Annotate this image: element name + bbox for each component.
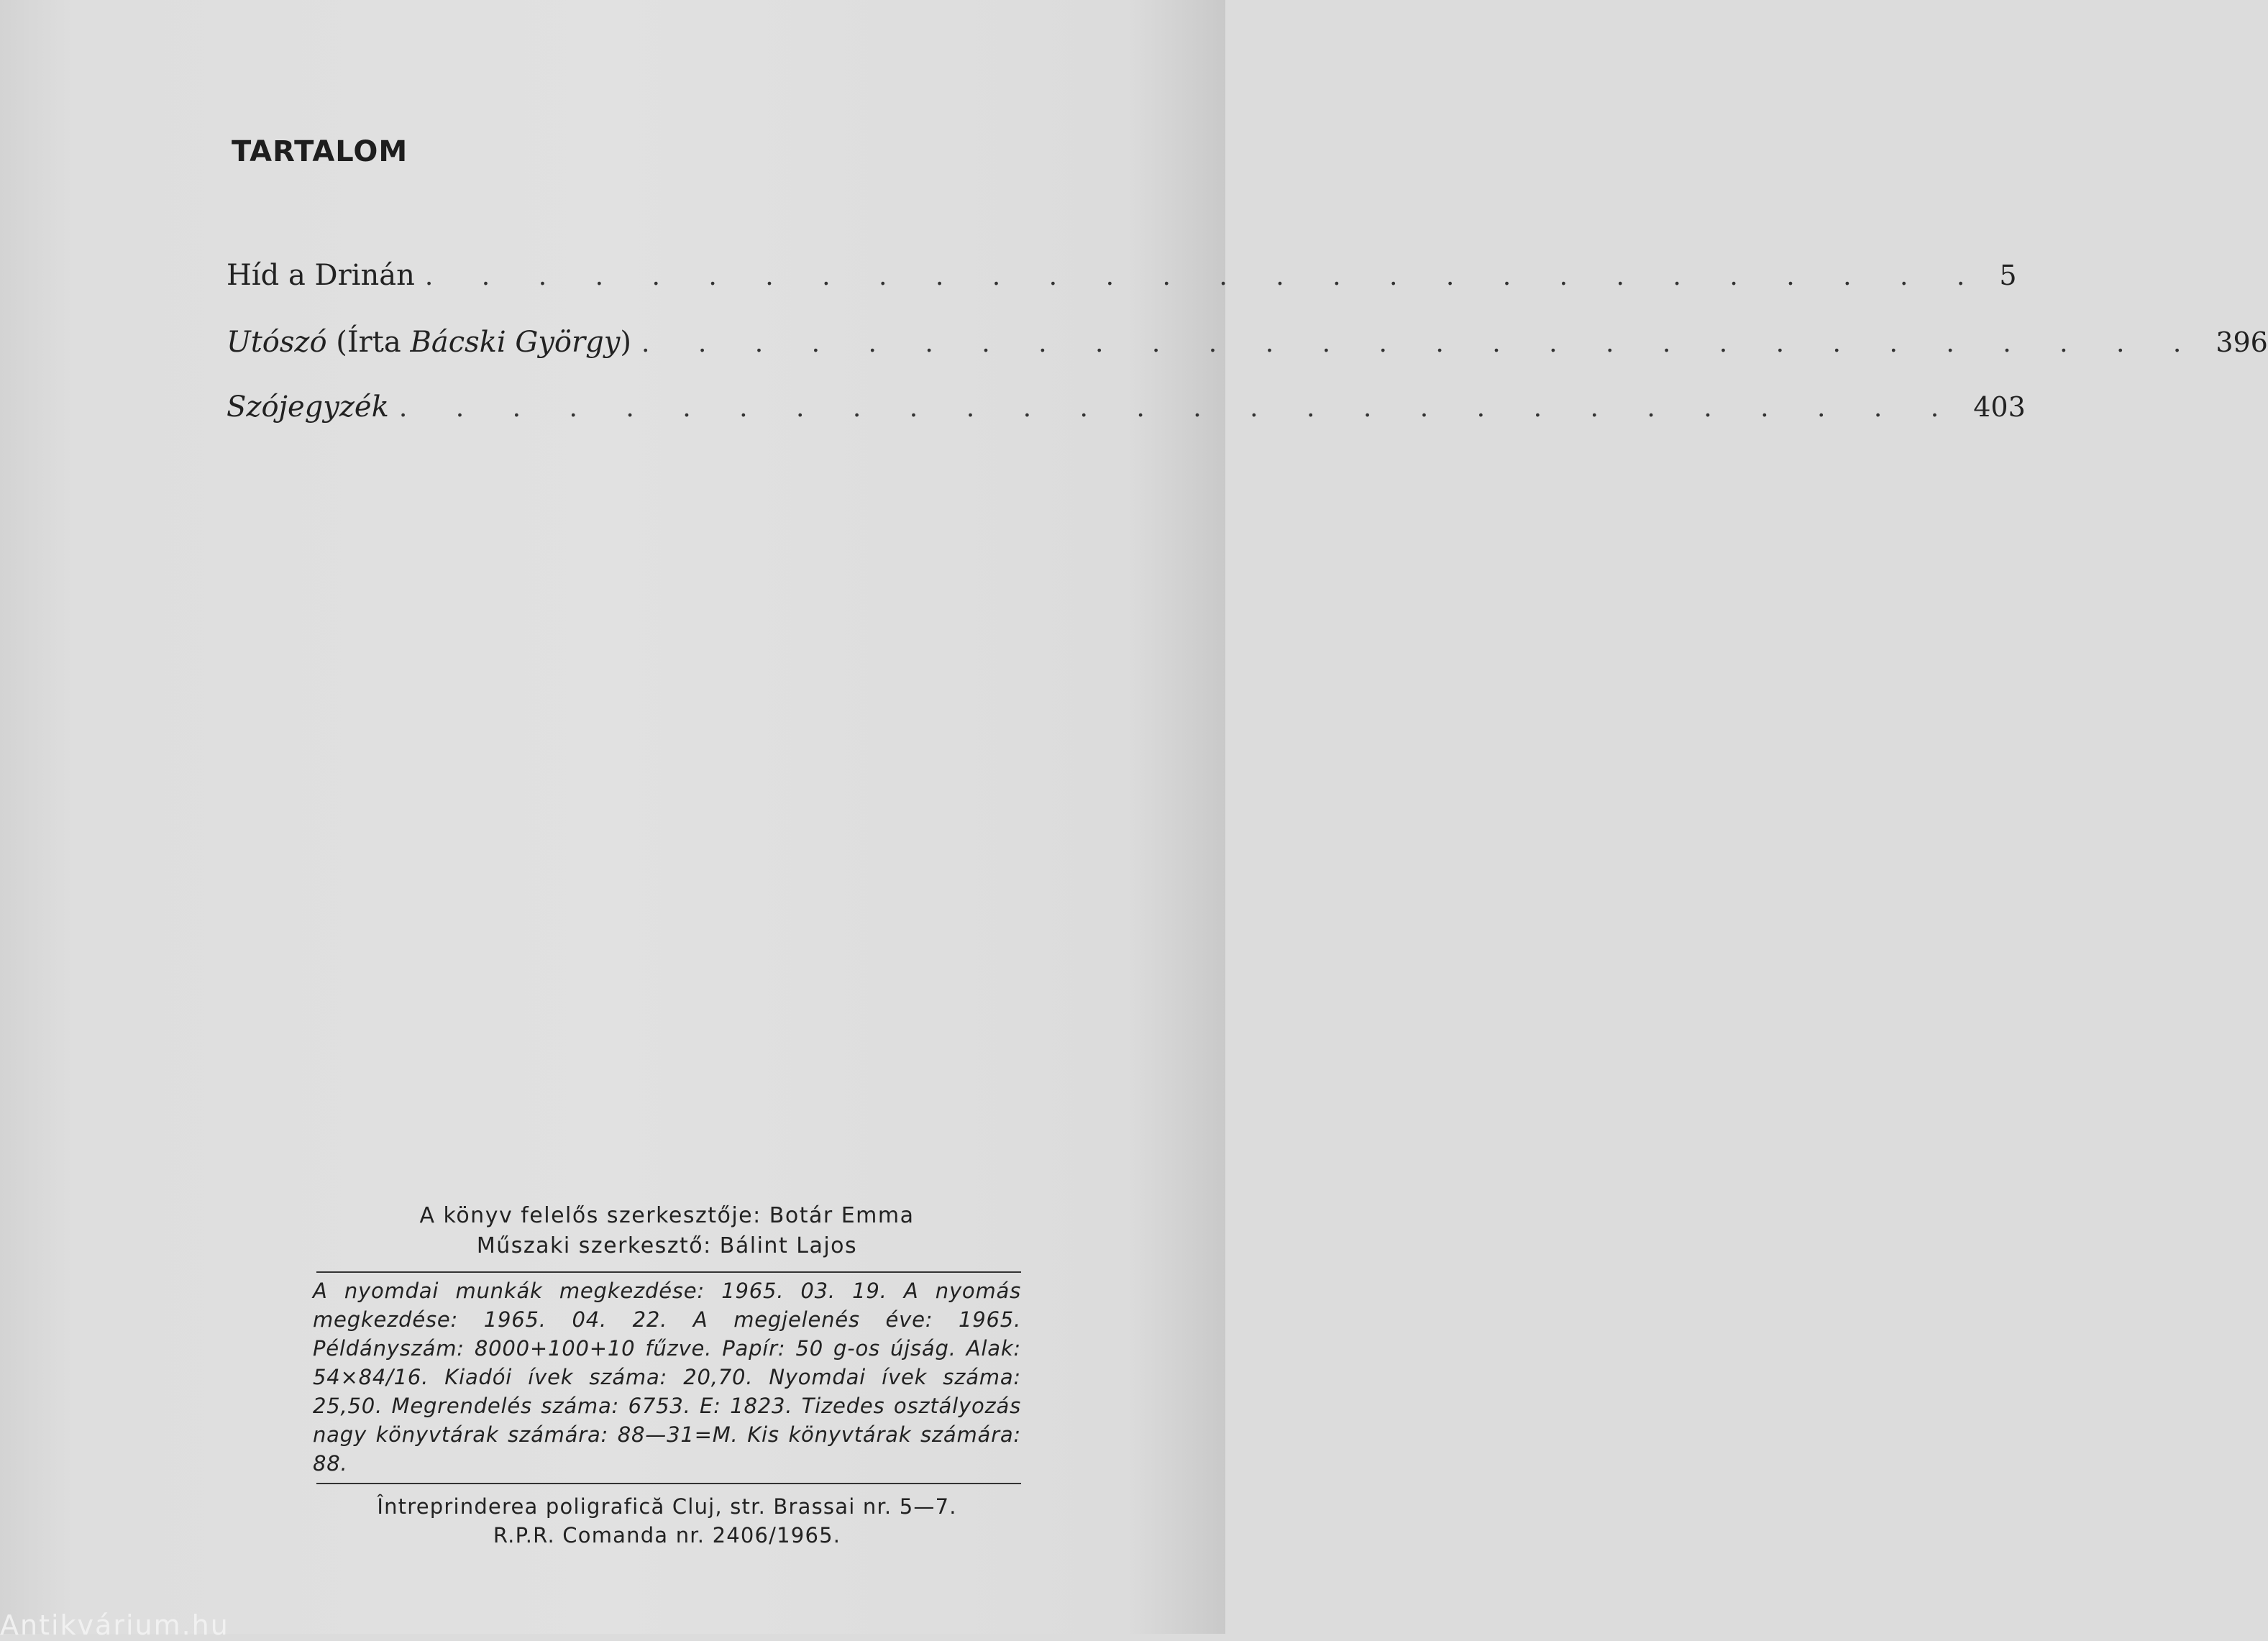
toc-entry-utoszo: [227, 326, 2268, 369]
order-line: R.P.R. Comanda nr. 2406/1965.: [493, 1523, 841, 1548]
toc-entry-page: 396: [2216, 326, 2268, 358]
toc-leader-dots: . . . . . . . . . . . . . . . . . . . . . . . . . . . .: [641, 329, 2202, 358]
toc-entry-author: Bácski György: [410, 326, 621, 359]
toc-leader-dots: . . . . . . . . . . . . . . . . . . . . . . . . . . . .: [424, 262, 1985, 291]
toc-entry-label-part: ): [620, 326, 631, 359]
toc-entry-hid-a-drinan: [227, 259, 2017, 302]
toc-title: TARTALOM: [232, 135, 408, 168]
printer-line: Întreprinderea poligrafică Cluj, str. Brassai nr. 5—7.: [377, 1494, 957, 1519]
toc-entry-label-part: Szójegyzék: [227, 390, 389, 424]
responsible-editor: A könyv felelős szerkesztője: Botár Emma: [419, 1203, 915, 1228]
divider-rule: [316, 1271, 1021, 1273]
toc-entry-szojegyzek: [227, 390, 2026, 434]
imprint-block: A nyomdai munkák megkezdése: 1965. 03. 19. A nyomás megkezdése: 1965. 04. 22. A megjelenés éve: 1965. Példányszám: 8000+100+10 fűzve. Papír: 50 g-os újság. Alak: 54×84/16. Kiadói ívek száma: 20,70. Nyomdai ívek száma: 25,50. Megrendelés száma: 6753. E: 1823. Tizedes osztályozás nagy könyvtárak számára: 88—31=M. Kis könyvtárak számára: 88.: [313, 1279, 1021, 1476]
toc-entry-label: [227, 326, 641, 359]
editor-credits: [313, 1201, 1021, 1261]
toc-entry-label-part: Utószó: [227, 326, 327, 359]
watermark: Antikvárium.hu: [0, 1609, 229, 1641]
toc-leader-dots: . . . . . . . . . . . . . . . . . . . . . . . . . . . .: [398, 393, 1960, 423]
toc-entry-label: Híd a Drinán: [227, 259, 415, 292]
technical-editor: Műszaki szerkesztő: Bálint Lajos: [476, 1233, 858, 1258]
toc-entry-label: [227, 390, 399, 424]
toc-entry-label-part: (Írta: [326, 326, 411, 359]
toc-entry-page: 5: [1999, 260, 2017, 291]
toc-entry-page: 403: [1973, 391, 2026, 423]
divider-rule: [316, 1483, 1021, 1484]
printer-info: [313, 1492, 1021, 1550]
